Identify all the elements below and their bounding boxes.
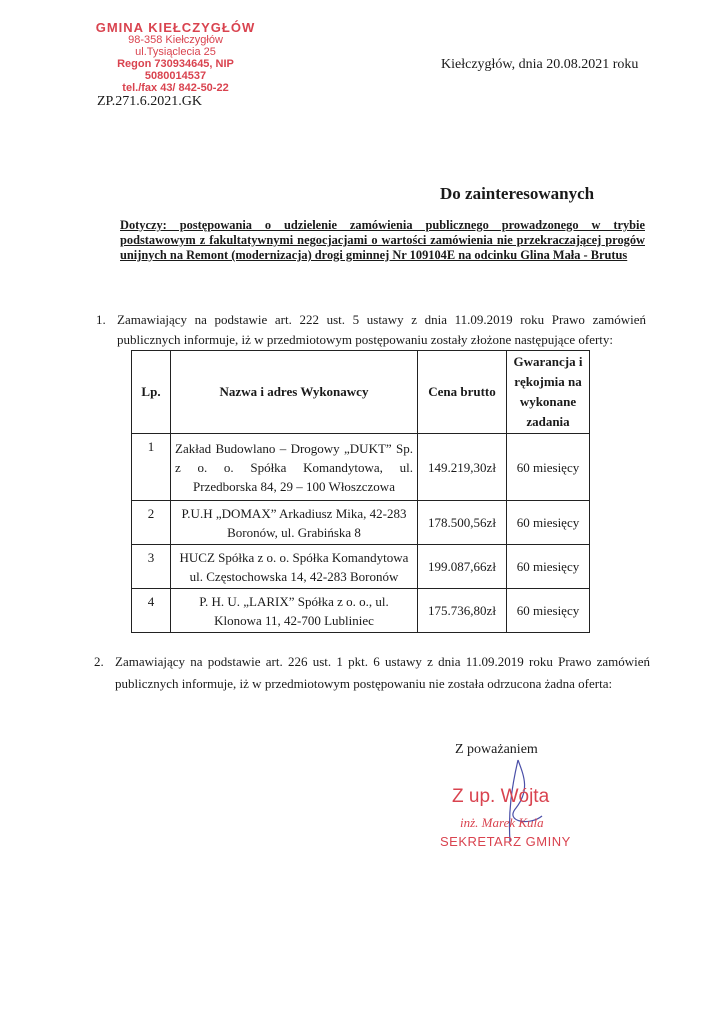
table-row — [132, 434, 590, 501]
header-name: Nazwa i adres Wykonawcy — [171, 351, 418, 434]
row-lp: 3 — [132, 545, 171, 589]
row-contractor: P. H. U. „LARIX” Spółka z o. o., ul. Klonowa 11, 42-700 Lubliniec — [171, 589, 418, 633]
row-lp: 2 — [132, 501, 171, 545]
item-1 — [96, 310, 646, 350]
signature-title: SEKRETARZ GMINY — [440, 834, 571, 849]
item-2-number: 2. — [94, 654, 104, 669]
row-warranty: 60 miesięcy — [507, 434, 590, 501]
stamp-postal: 98-358 Kiełczygłów — [128, 34, 223, 46]
row-warranty: 60 miesięcy — [507, 589, 590, 633]
row-price: 199.087,66zł — [418, 545, 507, 589]
stamp-street: ul.Tysiąclecia 25 — [135, 46, 216, 58]
item-2 — [94, 651, 650, 695]
row-warranty: 60 miesięcy — [507, 501, 590, 545]
item-2-text: Zamawiający na podstawie art. 226 ust. 1 pkt. 6 ustawy z dnia 11.09.2019 roku Prawo zamówień publicznych informuje, iż w przedmiotowym postępowaniu nie została odrzucona żadna oferta: — [115, 654, 650, 691]
municipality-stamp — [88, 22, 263, 94]
item-1-number: 1. — [96, 312, 106, 327]
stamp-name: GMINA KIEŁCZYGŁÓW — [95, 20, 256, 35]
table-row — [132, 589, 590, 633]
closing-greeting: Z poważaniem — [455, 742, 538, 757]
stamp-regon: Regon 730934645, NIP 5080014537 — [117, 58, 234, 82]
row-price: 175.736,80zł — [418, 589, 507, 633]
signature-name: inż. Marek Kula — [460, 815, 544, 830]
subject-line: Dotyczy: postępowania o udzielenie zamówienia publicznego prowadzonego w trybie podstawowym z fakultatywnymi negocjacjami o wartości zamówienia nie przekraczającej progów unijnych na Remont (modernizacja) drogi gminnej Nr 109104E na odcinku Glina Mała - Brutus — [120, 218, 645, 262]
header-lp: Lp. — [132, 351, 171, 434]
table-header-row — [132, 351, 590, 434]
offers-table — [131, 350, 590, 633]
row-lp: 4 — [132, 589, 171, 633]
row-contractor: P.U.H „DOMAX” Arkadiusz Mika, 42-283 Boronów, ul. Grabińska 8 — [171, 501, 418, 545]
stamp-phone: tel./fax 43/ 842-50-22 — [122, 82, 229, 94]
row-contractor: Zakład Budowlano – Drogowy „DUKT” Sp. z o. o. Spółka Komandytowa, ul. Przedborska 84, 29 – 100 Włoszczowa — [171, 434, 418, 501]
table-row — [132, 501, 590, 545]
item-1-text: Zamawiający na podstawie art. 222 ust. 5 ustawy z dnia 11.09.2019 roku Prawo zamówień publicznych informuje, iż w przedmiotowym postępowaniu zostały złożone następujące oferty: — [117, 312, 646, 347]
reference-number: ZP.271.6.2021.GK — [97, 94, 203, 109]
row-price: 149.219,30zł — [418, 434, 507, 501]
row-price: 178.500,56zł — [418, 501, 507, 545]
header-price: Cena brutto — [418, 351, 507, 434]
date-line: Kiełczygłów, dnia 20.08.2021 roku — [441, 57, 639, 72]
row-warranty: 60 miesięcy — [507, 545, 590, 589]
table-row — [132, 545, 590, 589]
signature-authority: Z up. Wójta — [452, 786, 550, 807]
row-lp: 1 — [132, 434, 171, 501]
row-contractor: HUCZ Spółka z o. o. Spółka Komandytowa ul. Częstochowska 14, 42-283 Boronów — [171, 545, 418, 589]
header-warranty: Gwarancja i rękojmia na wykonane zadania — [507, 351, 590, 434]
addressee: Do zainteresowanych — [440, 184, 595, 203]
